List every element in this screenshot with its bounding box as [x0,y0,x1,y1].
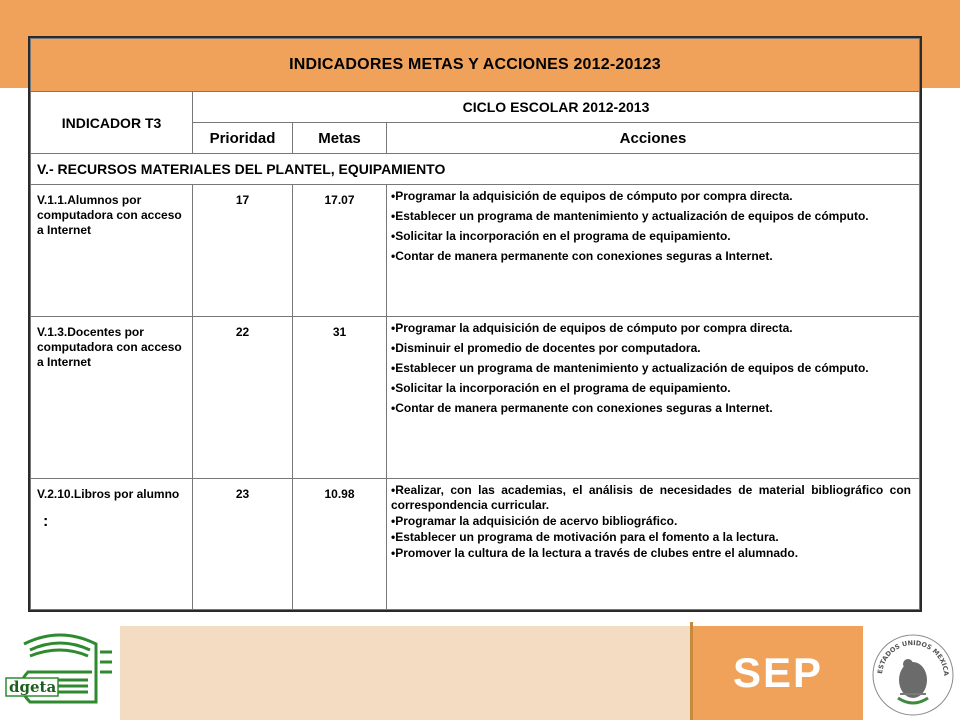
national-seal [868,628,958,718]
col-prioridad: Prioridad [193,123,293,154]
row-indicador-cell [31,479,193,610]
accion-item: •Realizar, con las academias, el análisis de necesidades de material bibliográfico con correspondencia curricular. [391,483,911,513]
row-indicador: V.1.3.Docentes por computadora con acceso a Internet [31,317,193,479]
row-metas: 10.98 [293,479,387,610]
row-prioridad: 23 [193,479,293,610]
seal-text: ESTADOS UNIDOS MEXICA [876,638,951,677]
accion-item: •Establecer un programa de mantenimiento y actualización de equipos de cómputo. [391,209,869,223]
row-indicador: V.2.10.Libros por alumno [37,487,180,502]
accion-item: •Programar la adquisición de acervo bibliográfico. [391,514,678,529]
eagle-seal-icon [868,628,958,718]
accion-item: •Solicitar la incorporación en el programa de equipamiento. [391,381,731,396]
indicators-table [28,36,922,612]
accion-item: •Disminuir el promedio de docentes por computadora. [391,341,701,356]
table-row [31,317,920,479]
row-acciones [387,185,920,317]
dgeta-logo-icon [0,622,120,720]
accion-item: •Programar la adquisición de equipos de cómputo por compra directa. [391,189,793,203]
accion-item: •Programar la adquisición de equipos de cómputo por compra directa. [391,321,793,336]
row-acciones [387,317,920,479]
accion-item: •Contar de manera permanente con conexiones seguras a Internet. [391,249,773,263]
indicador-header: INDICADOR T3 [31,92,193,154]
dgeta-logo-text: dgeta [9,678,57,696]
accion-item: •Contar de manera permanente con conexiones seguras a Internet. [391,401,773,416]
section-title: V.- RECURSOS MATERIALES DEL PLANTEL, EQUIPAMIENTO [31,154,920,185]
row-prioridad: 17 [193,185,293,317]
accion-item: •Establecer un programa de mantenimiento y actualización de equipos de cómputo. [391,361,869,376]
row-indicador: V.1.1.Alumnos por computadora con acceso a Internet [31,185,193,317]
row-acciones [387,479,920,610]
ciclo-header: CICLO ESCOLAR 2012-2013 [193,92,920,123]
row-metas: 31 [293,317,387,479]
row-metas: 17.07 [293,185,387,317]
table-title: INDICADORES METAS Y ACCIONES 2012-20123 [31,39,920,92]
accion-item: •Establecer un programa de motivación para el fomento a la lectura. [391,530,779,545]
table-row [31,479,920,610]
sep-logo-text: SEP [732,649,824,696]
col-acciones: Acciones [387,123,920,154]
footer-stripe [120,626,690,720]
accion-item: •Promover la cultura de la lectura a través de clubes entre el alumnado. [391,546,799,561]
sep-logo [693,626,863,720]
dgeta-logo [0,622,120,720]
col-metas: Metas [293,123,387,154]
accion-item: •Solicitar la incorporación en el programa de equipamiento. [391,229,731,243]
table-row [31,185,920,317]
row-prioridad: 22 [193,317,293,479]
row-indicador-extra: : [43,513,49,531]
